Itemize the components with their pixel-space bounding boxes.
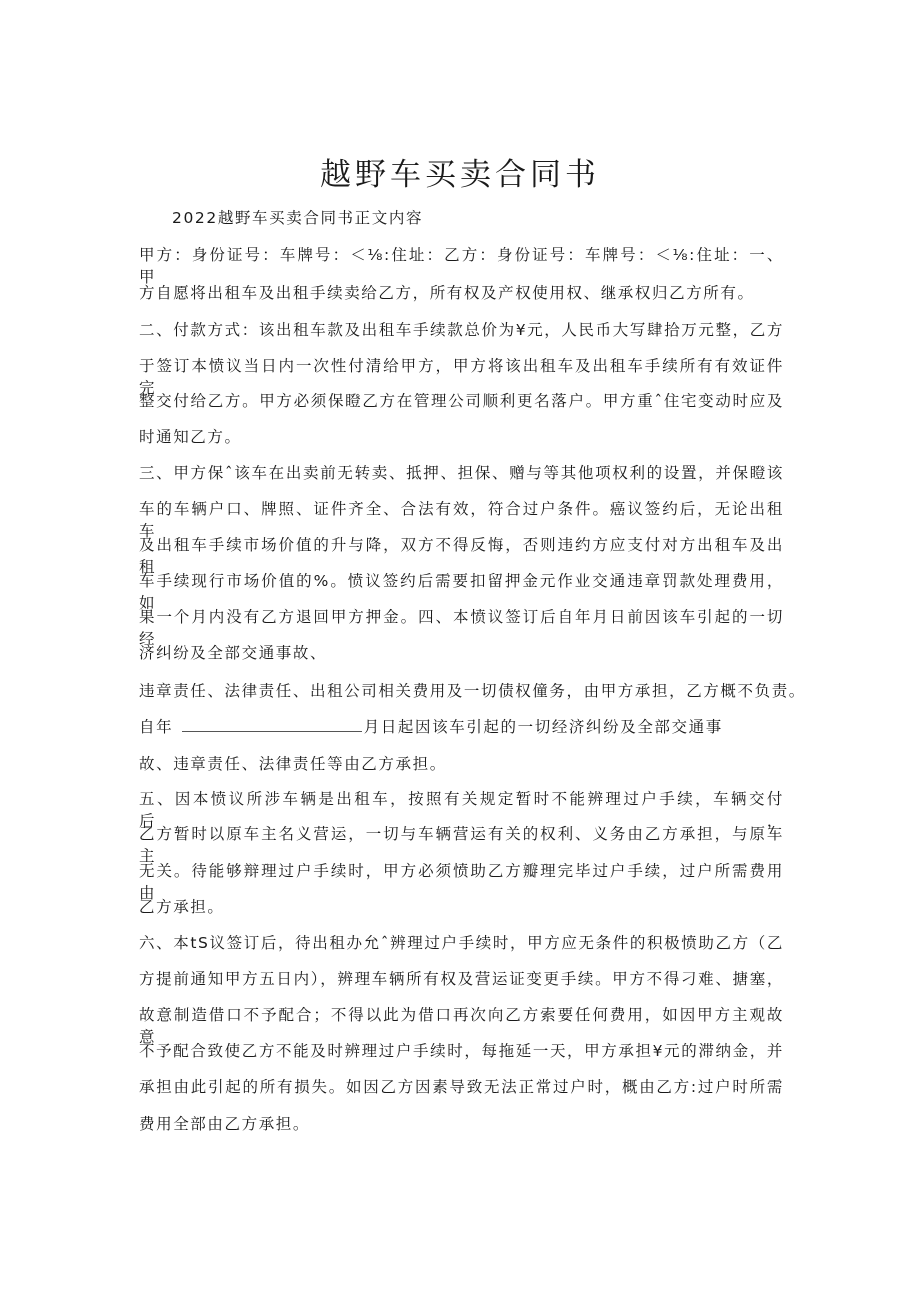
paragraph-line: 乙方承担。 [139, 898, 225, 916]
paragraph-line: 五、因本愤议所涉车辆是出租车，按照有关规定暂时不能辨理过户手续，车辆交付后， [139, 790, 784, 830]
blank-suffix-text: 月日起因该车引起的一切经济纠纷及全部交通事 [363, 718, 723, 736]
paragraph-line: 整交付给乙方。甲方必须保瞪乙方在管理公司顺利更名落户。甲方重ˆ住宅变动时应及 [139, 392, 784, 410]
paragraph-line: 果一个月内没有乙方退回甲方押金。四、本愤议签订后自年月日前因该车引起的一切经 [139, 608, 784, 648]
paragraph-line: 故意制造借口不予配合；不得以此为借口再次向乙方索要任何费用，如因甲方主观故意 [139, 1006, 784, 1046]
paragraph-line: 无关。待能够辩理过户手续时，甲方必须愤助乙方瓣理完毕过户手续，过户所需费用由 [139, 862, 784, 902]
paragraph-line: 及出租车手续市场价值的升与降，双方不得反悔，否则违约方应支付对方出租车及出租 [139, 536, 784, 576]
document-title: 越野车买卖合同书 [320, 156, 600, 193]
paragraph-line: 车手续现行市场价值的%。愤议签约后需要扣留押金元作业交通违章罚款处理费用，如 [139, 572, 784, 612]
paragraph-line: 不予配合致使乙方不能及时辨理过户手续时，每拖延一天，甲方承担¥元的滞纳金，并 [139, 1042, 784, 1060]
paragraph-line: 车的车辆户口、牌照、证件齐全、合法有效，符合过户条件。癌议签约后，无论出租车 [139, 500, 784, 540]
paragraph-line: 费用全部由乙方承担。 [139, 1115, 311, 1133]
paragraph-line: 六、本tS议签订后，待出租办允ˆ辨理过户手续时，甲方应无条件的积极愤助乙方（乙 [139, 934, 784, 952]
paragraph-line: 方自愿将出租车及出租手续卖给乙方，所有权及产权使用权、继承权归乙方所有。 [139, 284, 755, 302]
paragraph-line: 于签订本愤议当日内一次性付清给甲方，甲方将该出租车及出租车手续所有有效证件完 [139, 357, 784, 397]
paragraph-line: 时通知乙方。 [139, 428, 242, 446]
paragraph-line: 承担由此引起的所有损失。如因乙方因素导致无法正常过户时，概由乙方:过户时所需 [139, 1078, 784, 1096]
document-subtitle: 2022越野车买卖合同书正文内容 [172, 209, 424, 227]
paragraph-line: 方提前通知甲方五日内），辨理车辆所有权及营运证变更手续。甲方不得刁难、搪塞， [139, 970, 784, 988]
paragraph-line: 济纠纷及全部交通事故、 [139, 644, 328, 662]
paragraph-line: 二、付款方式：该出租车款及出租车手续款总价为¥元，人民币大写肆拾万元整，乙方 [139, 321, 784, 339]
paragraph-line: 乙方暂时以原车主名义营运，一切与车辆营运有关的权利、义务由乙方承担，与原车主 [139, 825, 784, 865]
paragraph-line: 故、违章责任、法律责任等由乙方承担。 [139, 755, 447, 773]
paragraph-line: 三、甲方保ˆ该车在出卖前无转卖、抵押、担保、赠与等其他项权利的设置，并保瞪该 [139, 464, 784, 482]
paragraph-line-with-blank [139, 716, 723, 738]
blank-prefix-text: 自年 [139, 718, 174, 736]
paragraph-line: 违章责任、法律责任、出租公司相关费用及一切债权僮务，由甲方承担，乙方概不负责。 [139, 682, 806, 700]
paragraph-line: 甲方：身份证号：车牌号：＜⅛:住址：乙方：身份证号：车牌号：＜⅛:住址：一、甲 [139, 246, 784, 286]
fill-in-blank [182, 716, 362, 732]
